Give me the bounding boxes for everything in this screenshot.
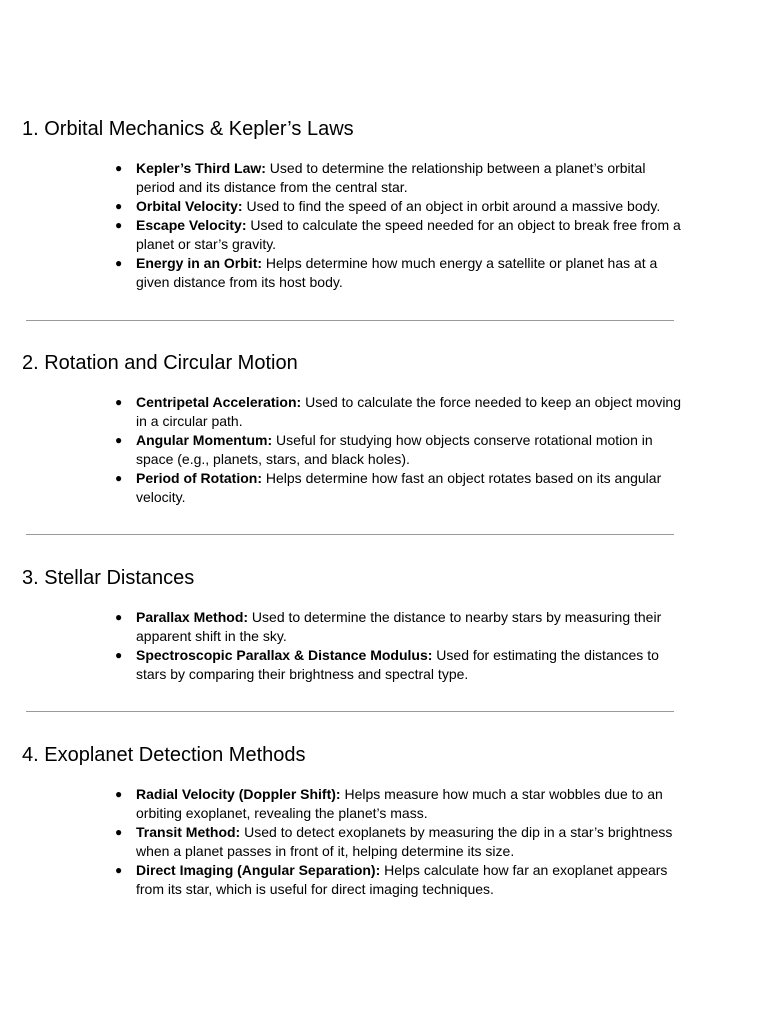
list-item (115, 469, 681, 507)
section-heading: 3. Stellar Distances (22, 567, 195, 589)
list-item (115, 197, 681, 216)
item-term: Angular Momentum: (136, 432, 273, 448)
section-divider (26, 711, 674, 712)
list-item (115, 159, 681, 197)
item-description: Used for estimating the distances to stars by comparing their brightness and spectral type. (136, 647, 659, 682)
bullet-list (115, 393, 682, 507)
item-term: Energy in an Orbit: (136, 255, 263, 271)
bullet-icon: ● (115, 863, 123, 877)
item-term: Escape Velocity: (136, 217, 247, 233)
item-term: Centripetal Acceleration: (136, 394, 302, 410)
item-term: Orbital Velocity: (136, 198, 243, 214)
list-item (115, 254, 681, 292)
item-term: Kepler’s Third Law: (136, 160, 266, 176)
section-heading: 4. Exoplanet Detection Methods (22, 744, 306, 766)
item-term: Radial Velocity (Doppler Shift): (136, 786, 341, 802)
item-description: Useful for studying how objects conserve rotational motion in space (e.g., planets, stars, and black holes). (136, 432, 653, 467)
bullet-icon: ● (115, 648, 123, 662)
bullet-icon: ● (115, 787, 123, 801)
list-item (115, 823, 681, 861)
item-term: Direct Imaging (Angular Separation): (136, 862, 381, 878)
list-item (115, 608, 681, 646)
list-item (115, 393, 682, 431)
bullet-icon: ● (115, 433, 123, 447)
bullet-list (115, 608, 681, 684)
list-item (115, 861, 681, 899)
list-item (115, 431, 681, 469)
section-divider (26, 320, 674, 321)
bullet-icon: ● (115, 825, 123, 839)
item-term: Parallax Method: (136, 609, 249, 625)
item-term: Spectroscopic Parallax & Distance Modulus: (136, 647, 433, 663)
bullet-icon: ● (115, 199, 123, 213)
bullet-icon: ● (115, 395, 123, 409)
item-description: Used to determine the relationship between a planet’s orbital period and its distance from the central star. (136, 160, 646, 195)
bullet-icon: ● (115, 256, 123, 270)
item-description: Helps calculate how far an exoplanet appears from its star, which is useful for direct imaging techniques. (136, 862, 668, 897)
item-description: Used to detect exoplanets by measuring the dip in a star’s brightness when a planet passes in front of it, helping determine its size. (136, 824, 673, 859)
list-item (115, 785, 681, 823)
list-item (115, 646, 681, 684)
list-item (115, 216, 681, 254)
bullet-list (115, 785, 681, 899)
section-heading: 1. Orbital Mechanics & Kepler’s Laws (22, 118, 354, 140)
section-heading: 2. Rotation and Circular Motion (22, 352, 298, 374)
bullet-icon: ● (115, 610, 123, 624)
item-description: Used to calculate the force needed to keep an object moving in a circular path. (136, 394, 682, 429)
item-term: Period of Rotation: (136, 470, 262, 486)
item-description: Used to determine the distance to nearby stars by measuring their apparent shift in the sky. (136, 609, 662, 644)
bullet-icon: ● (115, 471, 123, 485)
item-description: Helps measure how much a star wobbles due to an orbiting exoplanet, revealing the planet’s mass. (136, 786, 663, 821)
item-description: Used to find the speed of an object in orbit around a massive body. (242, 198, 661, 214)
bullet-list (115, 159, 681, 292)
item-description: Helps determine how fast an object rotates based on its angular velocity. (136, 470, 662, 505)
item-description: Used to calculate the speed needed for an object to break free from a planet or star’s gravity. (136, 217, 681, 252)
bullet-icon: ● (115, 161, 123, 175)
section-divider (26, 534, 674, 535)
item-description: Helps determine how much energy a satellite or planet has at a given distance from its host body. (136, 255, 658, 290)
bullet-icon: ● (115, 218, 123, 232)
item-term: Transit Method: (136, 824, 241, 840)
